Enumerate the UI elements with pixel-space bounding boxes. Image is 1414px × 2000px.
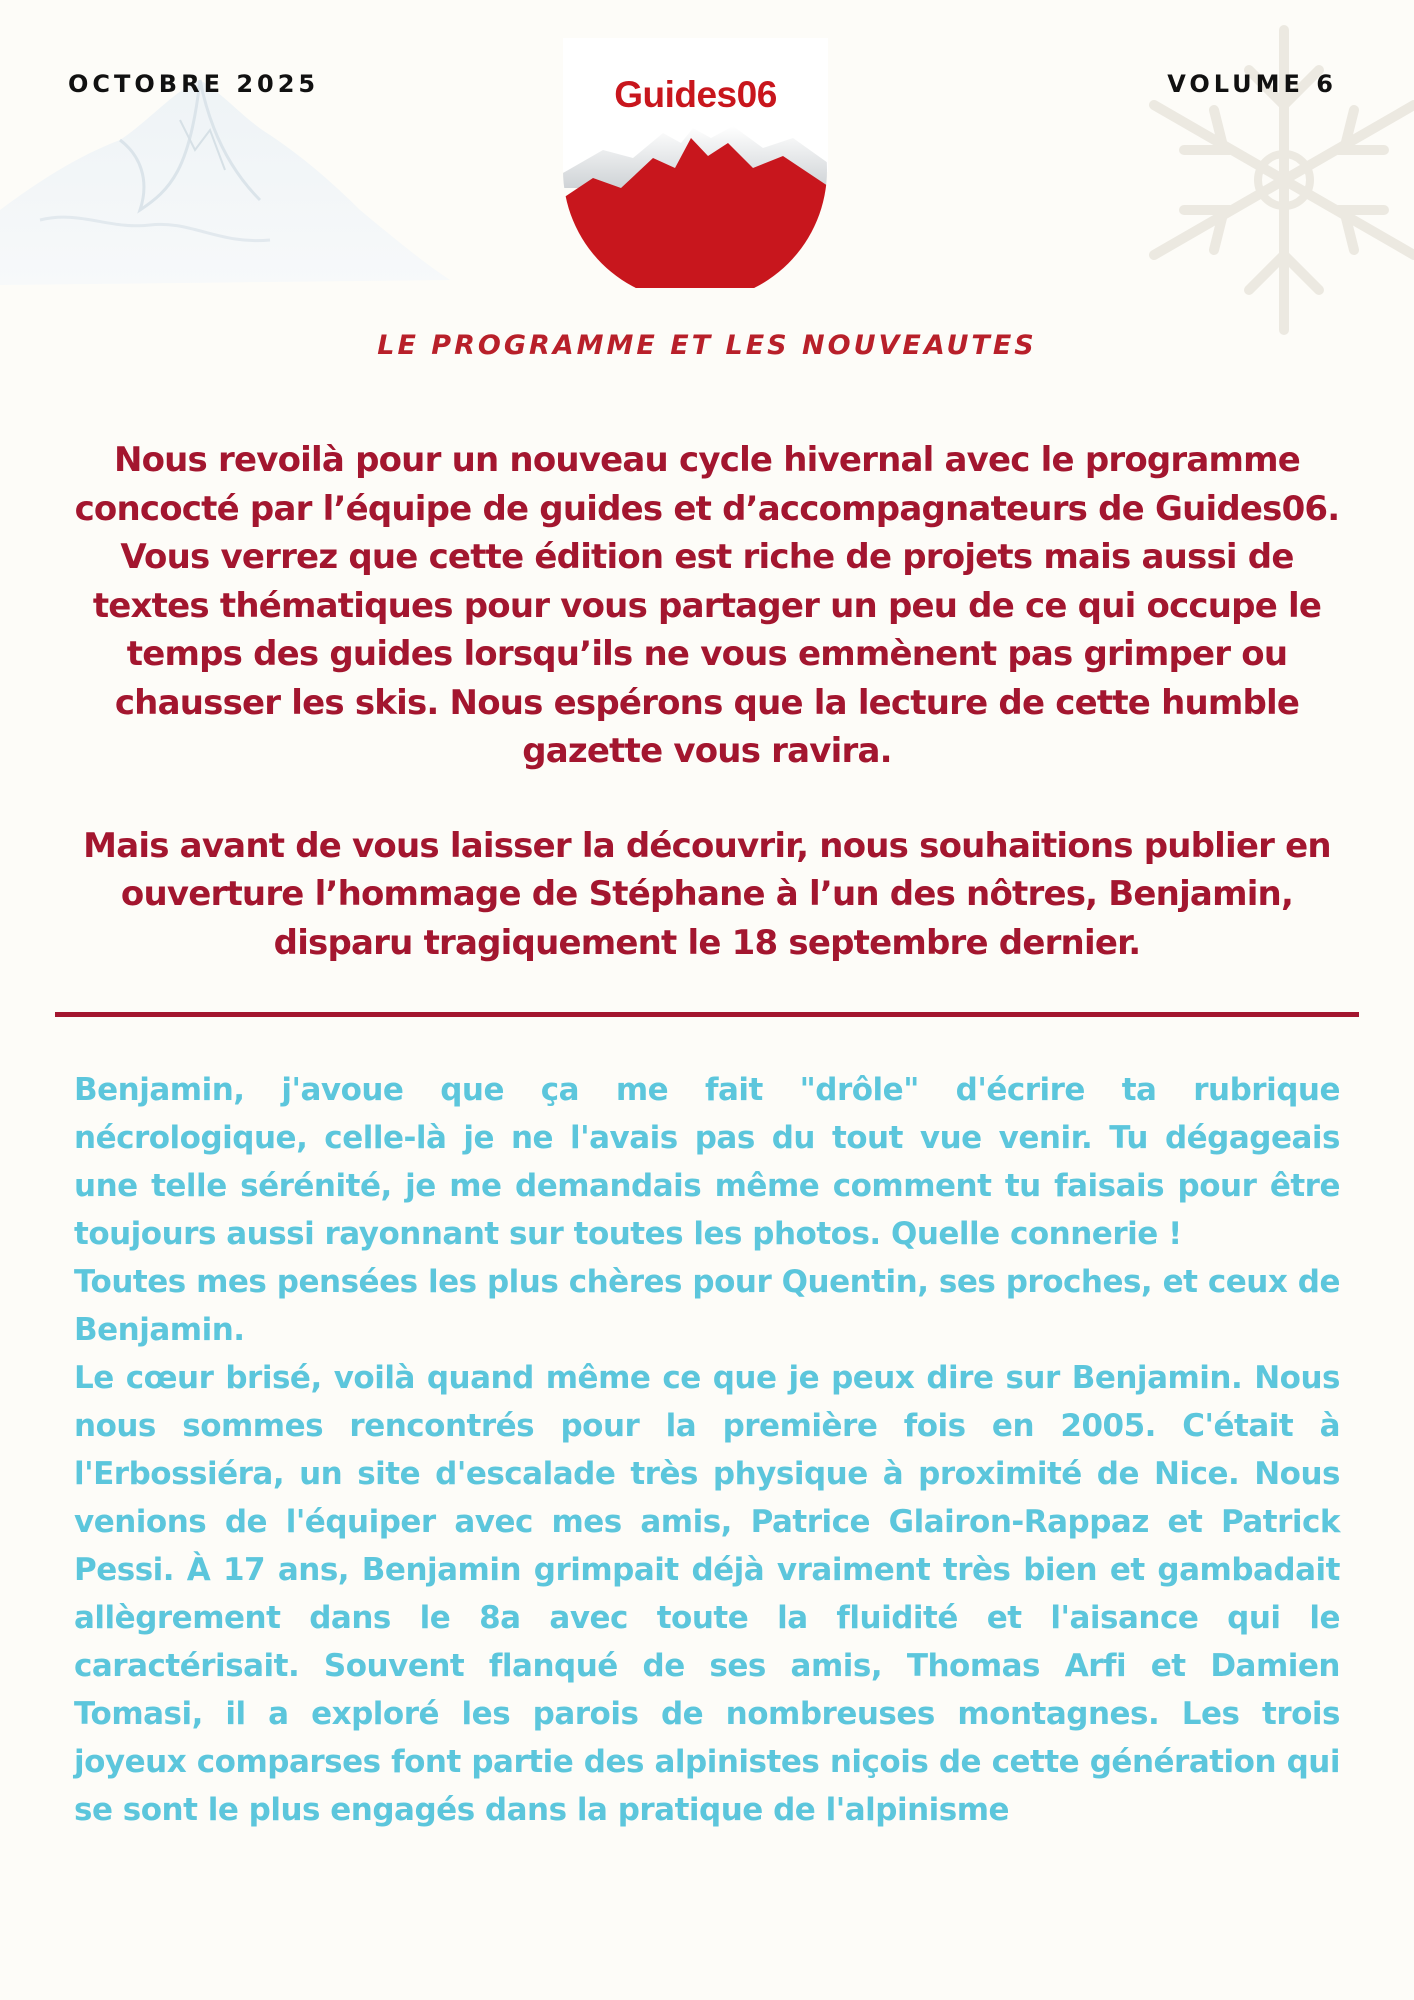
intro-paragraph: Mais avant de vous laisser la découvrir, nous souhaitions publier en ouverture l’hommage de Stéphane à l’un des nôtres, Benjamin, disparu tragiquement le 18 septembre dernier. [83, 825, 1331, 963]
section-subtitle: LE PROGRAMME ET LES NOUVEAUTES [377, 330, 1037, 361]
snowy-mountain-illustration [0, 60, 460, 320]
intro-text [60, 436, 1354, 967]
issue-volume: VOLUME 6 [1167, 70, 1337, 98]
tribute-text [74, 1066, 1340, 1834]
tribute-paragraph: Toutes mes pensées les plus chères pour Quentin, ses proches, et ceux de Benjamin. [74, 1264, 1340, 1348]
intro-paragraph: Nous revoilà pour un nouveau cycle hivernal avec le programme concocté par l’équipe de guides et d’accompagnateurs de Guides06. Vous verrez que cette édition est riche de projets mais aussi de textes thématiques pour vous partager un peu de ce qui occupe le temps des guides lorsqu’ils ne vous emmènent pas grimper ou chausser les skis. Nous espérons que la lecture de cette humble gazette vous ravira. [74, 440, 1340, 771]
section-divider [55, 1012, 1359, 1017]
issue-date: OCTOBRE 2025 [68, 70, 320, 98]
guides06-logo [563, 38, 828, 288]
snowflake-icon [1054, 0, 1414, 360]
tribute-paragraph: Benjamin, j'avoue que ça me fait "drôle" d'écrire ta rubrique nécrologique, celle-là je ne l'avais pas du tout vue venir. Tu dégageais une telle sérénité, je me demandais même comment tu faisais pour être toujours aussi rayonnant sur toutes les photos. Quelle connerie ! [74, 1072, 1340, 1252]
logo-wordmark: Guides06 [614, 74, 777, 115]
tribute-paragraph: Le cœur brisé, voilà quand même ce que je peux dire sur Benjamin. Nous nous sommes rencontrés pour la première fois en 2005. C'était à l'Erbossiéra, un site d'escalade très physique à proximité de Nice. Nous venions de l'équiper avec mes amis, Patrice Glairon-Rappaz et Patrick Pessi. À 17 ans, Benjamin grimpait déjà vraiment très bien et gambadait allègrement dans le 8a avec toute la fluidité et l'aisance qui le caractérisait. Souvent flanqué de ses amis, Thomas Arfi et Damien Tomasi, il a exploré les parois de nombreuses montagnes. Les trois joyeux comparses font partie des alpinistes niçois de cette génération qui se sont le plus engagés dans la pratique de l'alpinisme [74, 1360, 1340, 1828]
